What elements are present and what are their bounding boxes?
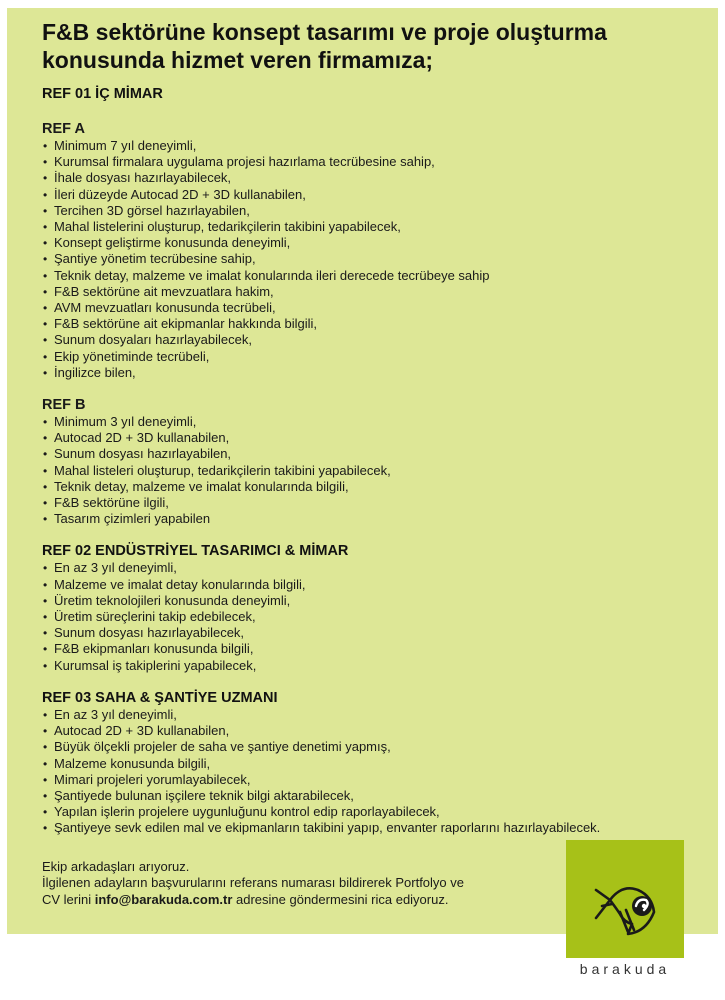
email-link[interactable]: info@barakuda.com.tr bbox=[94, 891, 233, 907]
ref02-title: REF 02 ENDÜSTRİYEL TASARIMCI & MİMAR bbox=[42, 543, 349, 560]
ref02-section bbox=[42, 543, 702, 673]
list-item: • Sunum dosyası hazırlayabilecek, bbox=[42, 625, 702, 641]
job-ad-content bbox=[42, 18, 702, 908]
ref03-title: REF 03 SAHA & ŞANTİYE UZMANI bbox=[42, 689, 278, 706]
list-item: • Şantiyeye sevk edilen mal ve ekipmanların takibini yapıp, envanter raporlarını hazırlayabilecek. bbox=[42, 820, 702, 836]
closing-line-3-suffix: adresine göndermesini rica ediyoruz. bbox=[232, 891, 449, 907]
logo-box bbox=[566, 840, 684, 958]
list-item: • Teknik detay, malzeme ve imalat konularında ileri derecede tecrübeye sahip bbox=[42, 268, 702, 284]
list-item: • Sunum dosyaları hazırlayabilecek, bbox=[42, 332, 702, 348]
headline bbox=[42, 18, 702, 74]
list-item: • Minimum 3 yıl deneyimli, bbox=[42, 414, 702, 430]
list-item: • Tasarım çizimleri yapabilen bbox=[42, 511, 702, 527]
list-item: • Minimum 7 yıl deneyimli, bbox=[42, 138, 702, 154]
brand-name: barakuda bbox=[579, 961, 671, 977]
list-item: • Kurumsal firmalara uygulama projesi hazırlama tecrübesine sahip, bbox=[42, 154, 702, 170]
closing-line-1: Ekip arkadaşları arıyoruz. bbox=[42, 858, 190, 874]
list-item: • F&B sektörüne ilgili, bbox=[42, 495, 702, 511]
ref02-list bbox=[42, 560, 702, 673]
list-item: • Autocad 2D + 3D kullanabilen, bbox=[42, 430, 702, 446]
headline-line-2: konusunda hizmet veren firmamıza; bbox=[42, 47, 434, 73]
list-item: • Büyük ölçekli projeler de saha ve şantiye denetimi yapmış, bbox=[42, 739, 702, 755]
ref01-title: REF 01 İÇ MİMAR bbox=[42, 86, 163, 102]
list-item: • Teknik detay, malzeme ve imalat konularında bilgili, bbox=[42, 479, 702, 495]
list-item: • F&B sektörüne ait ekipmanlar hakkında bilgili, bbox=[42, 316, 702, 332]
list-item: • Malzeme konusunda bilgili, bbox=[42, 756, 702, 772]
list-item: • AVM mevzuatları konusunda tecrübeli, bbox=[42, 300, 702, 316]
list-item: • İhale dosyası hazırlayabilecek, bbox=[42, 170, 702, 186]
list-item: • Üretim süreçlerini takip edebilecek, bbox=[42, 609, 702, 625]
list-item: • F&B ekipmanları konusunda bilgili, bbox=[42, 641, 702, 657]
closing-line-3-prefix: CV lerini bbox=[42, 891, 95, 907]
ref-b-list bbox=[42, 414, 702, 527]
ref-a-heading: REF A bbox=[42, 121, 85, 137]
list-item: • En az 3 yıl deneyimli, bbox=[42, 560, 702, 576]
headline-line-1: F&B sektörüne konsept tasarımı ve proje oluşturma bbox=[42, 19, 607, 45]
ref03-list bbox=[42, 707, 702, 837]
list-item: • Mahal listeleri oluşturup, tedarikçilerin takibini yapabilecek, bbox=[42, 463, 702, 479]
ref-b-section bbox=[42, 397, 702, 527]
fish-logo-icon bbox=[566, 840, 684, 958]
list-item: • İleri düzeyde Autocad 2D + 3D kullanabilen, bbox=[42, 187, 702, 203]
list-item: • Mimari projeleri yorumlayabilecek, bbox=[42, 772, 702, 788]
ref-b-heading: REF B bbox=[42, 397, 86, 414]
list-item: • Üretim teknolojileri konusunda deneyimli, bbox=[42, 593, 702, 609]
list-item: • Şantiyede bulunan işçilere teknik bilgi aktarabilecek, bbox=[42, 788, 702, 804]
list-item: • Autocad 2D + 3D kullanabilen, bbox=[42, 723, 702, 739]
list-item: • Mahal listelerini oluşturup, tedarikçilerin takibini yapabilecek, bbox=[42, 219, 702, 235]
list-item: • Kurumsal iş takiplerini yapabilecek, bbox=[42, 658, 702, 674]
ref-a-list bbox=[42, 138, 702, 381]
list-item: • Tercihen 3D görsel hazırlayabilen, bbox=[42, 203, 702, 219]
ref03-section bbox=[42, 690, 702, 837]
list-item: • Şantiye yönetim tecrübesine sahip, bbox=[42, 251, 702, 267]
list-item: • F&B sektörüne ait mevzuatlara hakim, bbox=[42, 284, 702, 300]
list-item: • Ekip yönetiminde tecrübeli, bbox=[42, 349, 702, 365]
list-item: • İngilizce bilen, bbox=[42, 365, 702, 381]
list-item: • En az 3 yıl deneyimli, bbox=[42, 707, 702, 723]
list-item: • Konsept geliştirme konusunda deneyimli, bbox=[42, 235, 702, 251]
list-item: • Malzeme ve imalat detay konularında bilgili, bbox=[42, 577, 702, 593]
ref-a-section bbox=[42, 121, 702, 381]
closing-line-2: İlgilenen adayların başvurularını referans numarası bildirerek Portfolyo ve bbox=[42, 875, 464, 891]
list-item: • Yapılan işlerin projelere uygunluğunu kontrol edip raporlayabilecek, bbox=[42, 804, 702, 820]
list-item: • Sunum dosyası hazırlayabilen, bbox=[42, 446, 702, 462]
